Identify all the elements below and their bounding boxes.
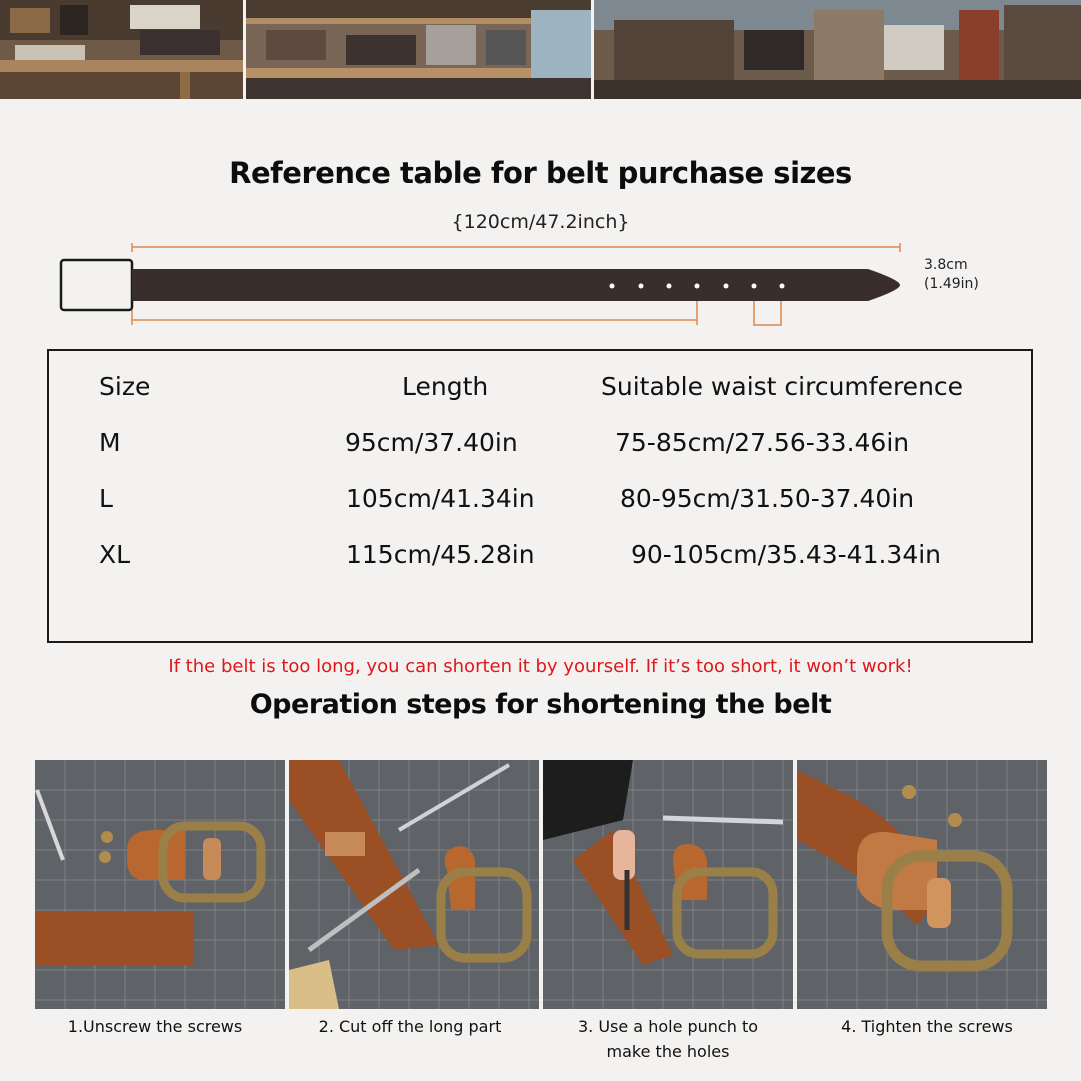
- workshop-photo-2: [246, 0, 591, 99]
- step-2-caption: 2. Cut off the long part: [318, 1017, 502, 1036]
- step-2-photo: [289, 760, 539, 1009]
- page-title: Reference table for belt purchase sizes: [229, 156, 852, 190]
- row-waist: 80-95cm/31.50-37.40in: [620, 484, 915, 513]
- step-4-caption: 4. Tighten the screws: [841, 1017, 1013, 1036]
- row-waist: 75-85cm/27.56-33.46in: [615, 428, 910, 457]
- steps-title: Operation steps for shortening the belt: [249, 689, 832, 720]
- step-1-photo: [35, 760, 285, 1009]
- workshop-photo-3: [594, 0, 1081, 99]
- warning-text: If the belt is too long, you can shorten it by yourself. If it’s too short, it won’t work!: [168, 656, 913, 677]
- total-length-label: {120cm/47.2inch}: [451, 211, 630, 233]
- row-size: L: [99, 484, 113, 513]
- row-length: 95cm/37.40in: [345, 428, 518, 457]
- workshop-photo-strip: [0, 0, 1081, 99]
- belt-width-cm: 3.8cm: [924, 257, 968, 273]
- size-table: [47, 349, 1033, 643]
- row-size: M: [99, 428, 121, 457]
- row-length: 105cm/41.34in: [346, 484, 535, 513]
- belt-diagram: [0, 240, 1081, 335]
- header-length: Length: [402, 372, 489, 401]
- workshop-photo-1: [0, 0, 243, 99]
- belt-width-in: (1.49in): [924, 276, 979, 292]
- row-size: XL: [99, 540, 131, 569]
- step-3-caption: 3. Use a hole punch to make the holes: [577, 1017, 759, 1061]
- row-length: 115cm/45.28in: [346, 540, 535, 569]
- header-size: Size: [99, 372, 151, 401]
- header-waist: Suitable waist circumference: [601, 372, 964, 401]
- row-waist: 90-105cm/35.43-41.34in: [631, 540, 942, 569]
- step-4-photo: [797, 760, 1047, 1009]
- step-1-caption: 1.Unscrew the screws: [67, 1017, 243, 1036]
- step-3-photo: [543, 760, 793, 1009]
